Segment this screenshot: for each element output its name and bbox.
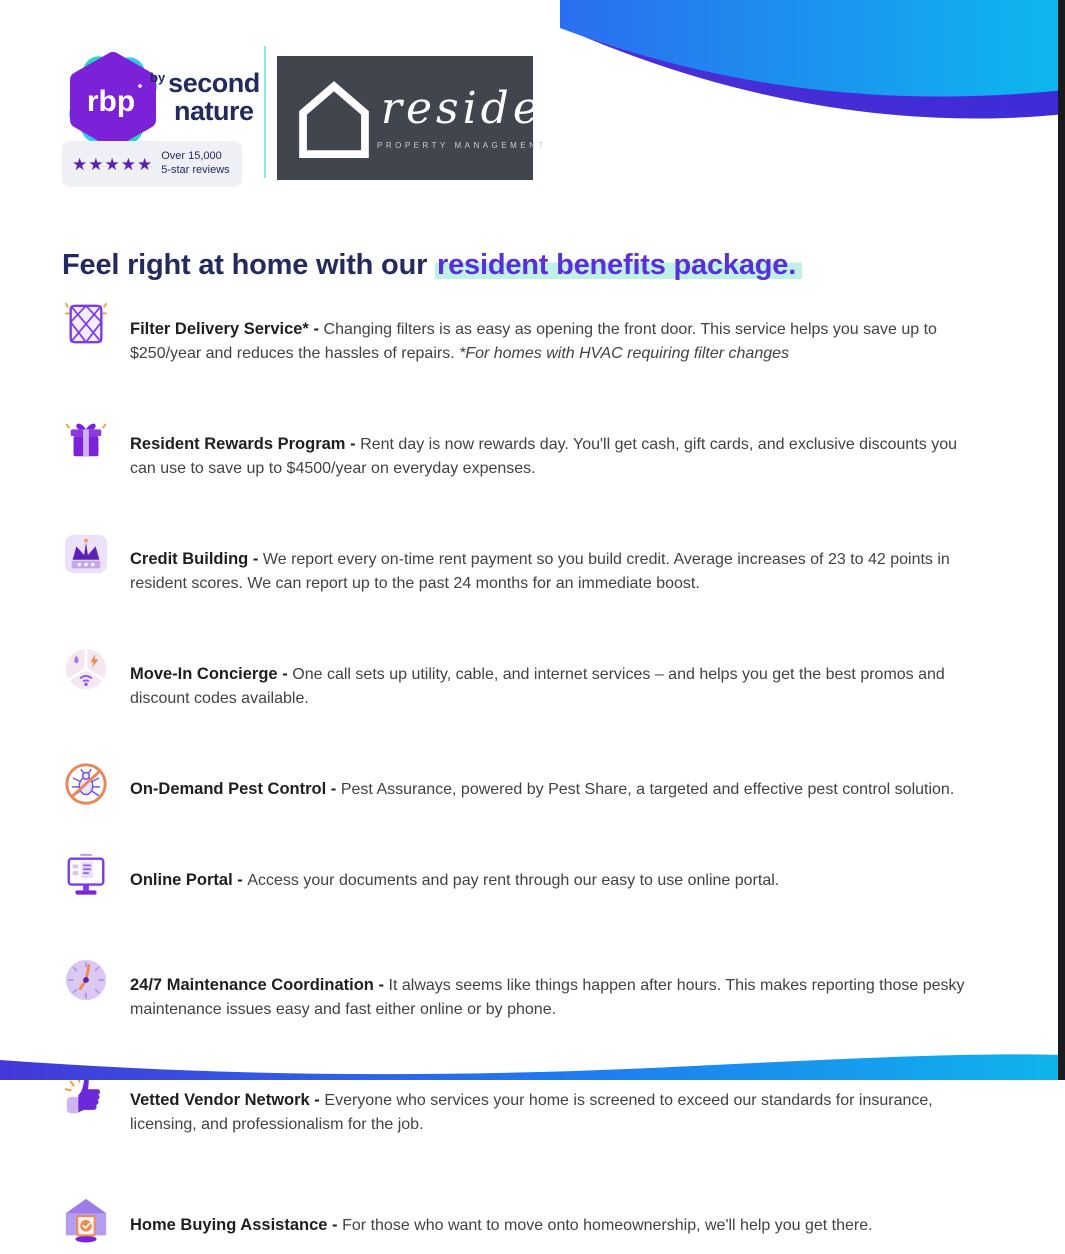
reside-logo — [277, 56, 547, 180]
second-nature-wordmark — [150, 70, 260, 125]
benefit-title: On-Demand Pest Control — [130, 780, 327, 798]
benefit-title: Vetted Vendor Network — [130, 1091, 310, 1109]
no-pest-icon — [62, 760, 110, 808]
benefits-list — [62, 300, 997, 1254]
separator: - — [373, 976, 389, 994]
benefit-row-vendor-network — [62, 1071, 997, 1153]
separator: - — [277, 665, 293, 683]
five-stars-icon: ★★★★★ — [72, 154, 154, 174]
screen-right-edge — [1058, 0, 1065, 1080]
reviews-text — [161, 150, 229, 178]
company-name-line1: second — [168, 68, 260, 98]
air-filter-icon — [62, 300, 110, 348]
benefit-description: Everyone who services your home is screened to exceed our standards for insurance, licensing, and professionalism for the job. — [130, 1092, 933, 1133]
benefit-description: It always seems like things happen after hours. This makes reporting those pesky maintenance issues easy and fast either online or by phone. — [130, 977, 965, 1018]
separator: - — [308, 320, 324, 338]
partner-name: reside — [380, 82, 543, 134]
reside-wordmark — [377, 82, 547, 150]
benefit-description: Access your documents and pay rent through our easy to use online portal. — [247, 872, 780, 889]
crown-credit-icon — [62, 530, 110, 578]
title-highlight: resident benefits package. — [435, 249, 802, 281]
company-name-line2: nature — [174, 96, 254, 126]
benefit-title: Home Buying Assistance — [130, 1216, 328, 1234]
benefit-text — [130, 776, 975, 802]
benefit-row-home-buying — [62, 1196, 997, 1254]
svg-text:rbp: rbp — [86, 85, 136, 118]
benefit-text — [130, 972, 975, 1022]
benefit-row-pest-control — [62, 760, 997, 818]
benefit-text — [130, 661, 975, 711]
benefit-description: We report every on-time rent payment so you build credit. Average increases of 23 to 42 points in resident scores. We can report up to the past 24 months for an immediate boost. — [130, 551, 950, 592]
monitor-document-icon — [62, 851, 110, 899]
benefit-title: Credit Building — [130, 550, 249, 568]
gift-icon — [62, 415, 110, 463]
benefit-row-move-in-concierge — [62, 645, 997, 727]
separator: - — [326, 780, 341, 798]
benefit-row-maintenance — [62, 956, 997, 1038]
benefit-description: For those who want to move onto homeownership, we'll help you get there. — [342, 1217, 873, 1234]
reviews-badge — [62, 141, 242, 187]
separator: - — [232, 871, 248, 889]
header — [0, 0, 700, 210]
by-label: by — [150, 70, 166, 85]
benefit-description: One call sets up utility, cable, and internet services – and helps you get the best promos and discount codes available. — [130, 666, 945, 707]
benefit-title: Filter Delivery Service* — [130, 320, 309, 338]
clock-icon — [62, 956, 110, 1004]
house-outline-icon — [291, 72, 377, 164]
thumbs-up-icon — [62, 1071, 110, 1119]
benefit-row-credit-building — [62, 530, 997, 612]
separator: - — [327, 1216, 343, 1234]
separator: - — [309, 1091, 325, 1109]
reviews-count: Over 15,000 — [161, 150, 222, 163]
benefit-row-filter-delivery — [62, 300, 997, 382]
separator: - — [248, 550, 263, 568]
benefit-note: *For homes with HVAC requiring filter changes — [454, 345, 790, 362]
benefit-row-resident-rewards — [62, 415, 997, 497]
benefit-row-online-portal — [62, 851, 997, 909]
separator: - — [345, 435, 361, 453]
partner-subtitle: PROPERTY MANAGEMENT — [377, 140, 547, 150]
benefit-title: 24/7 Maintenance Coordination — [130, 976, 374, 994]
benefit-text — [130, 316, 975, 366]
benefit-description: Pest Assurance, powered by Pest Share, a targeted and effective pest control solution. — [340, 781, 955, 798]
benefit-text — [130, 1087, 975, 1137]
utilities-circle-icon — [62, 645, 110, 693]
benefit-title: Move-In Concierge — [130, 665, 278, 683]
reviews-label: 5-star reviews — [161, 164, 230, 176]
benefit-text — [130, 1212, 975, 1238]
benefit-text — [130, 867, 975, 893]
page-title — [62, 249, 802, 282]
benefit-title: Online Portal — [130, 871, 233, 889]
benefit-text — [130, 431, 975, 481]
house-check-icon — [62, 1196, 110, 1244]
vertical-divider — [264, 46, 266, 178]
title-prefix: Feel right at home with our — [62, 249, 436, 282]
benefit-title: Resident Rewards Program — [130, 435, 346, 453]
benefit-description: Changing filters is as easy as opening the front door. This service helps you save up to $250/year and reduces the hassles of repairs. — [130, 321, 937, 362]
benefit-description: Rent day is now rewards day. You'll get cash, gift cards, and exclusive discounts you can use to save up to $4500/year on everyday expenses. — [130, 436, 958, 477]
benefit-text — [130, 546, 975, 596]
